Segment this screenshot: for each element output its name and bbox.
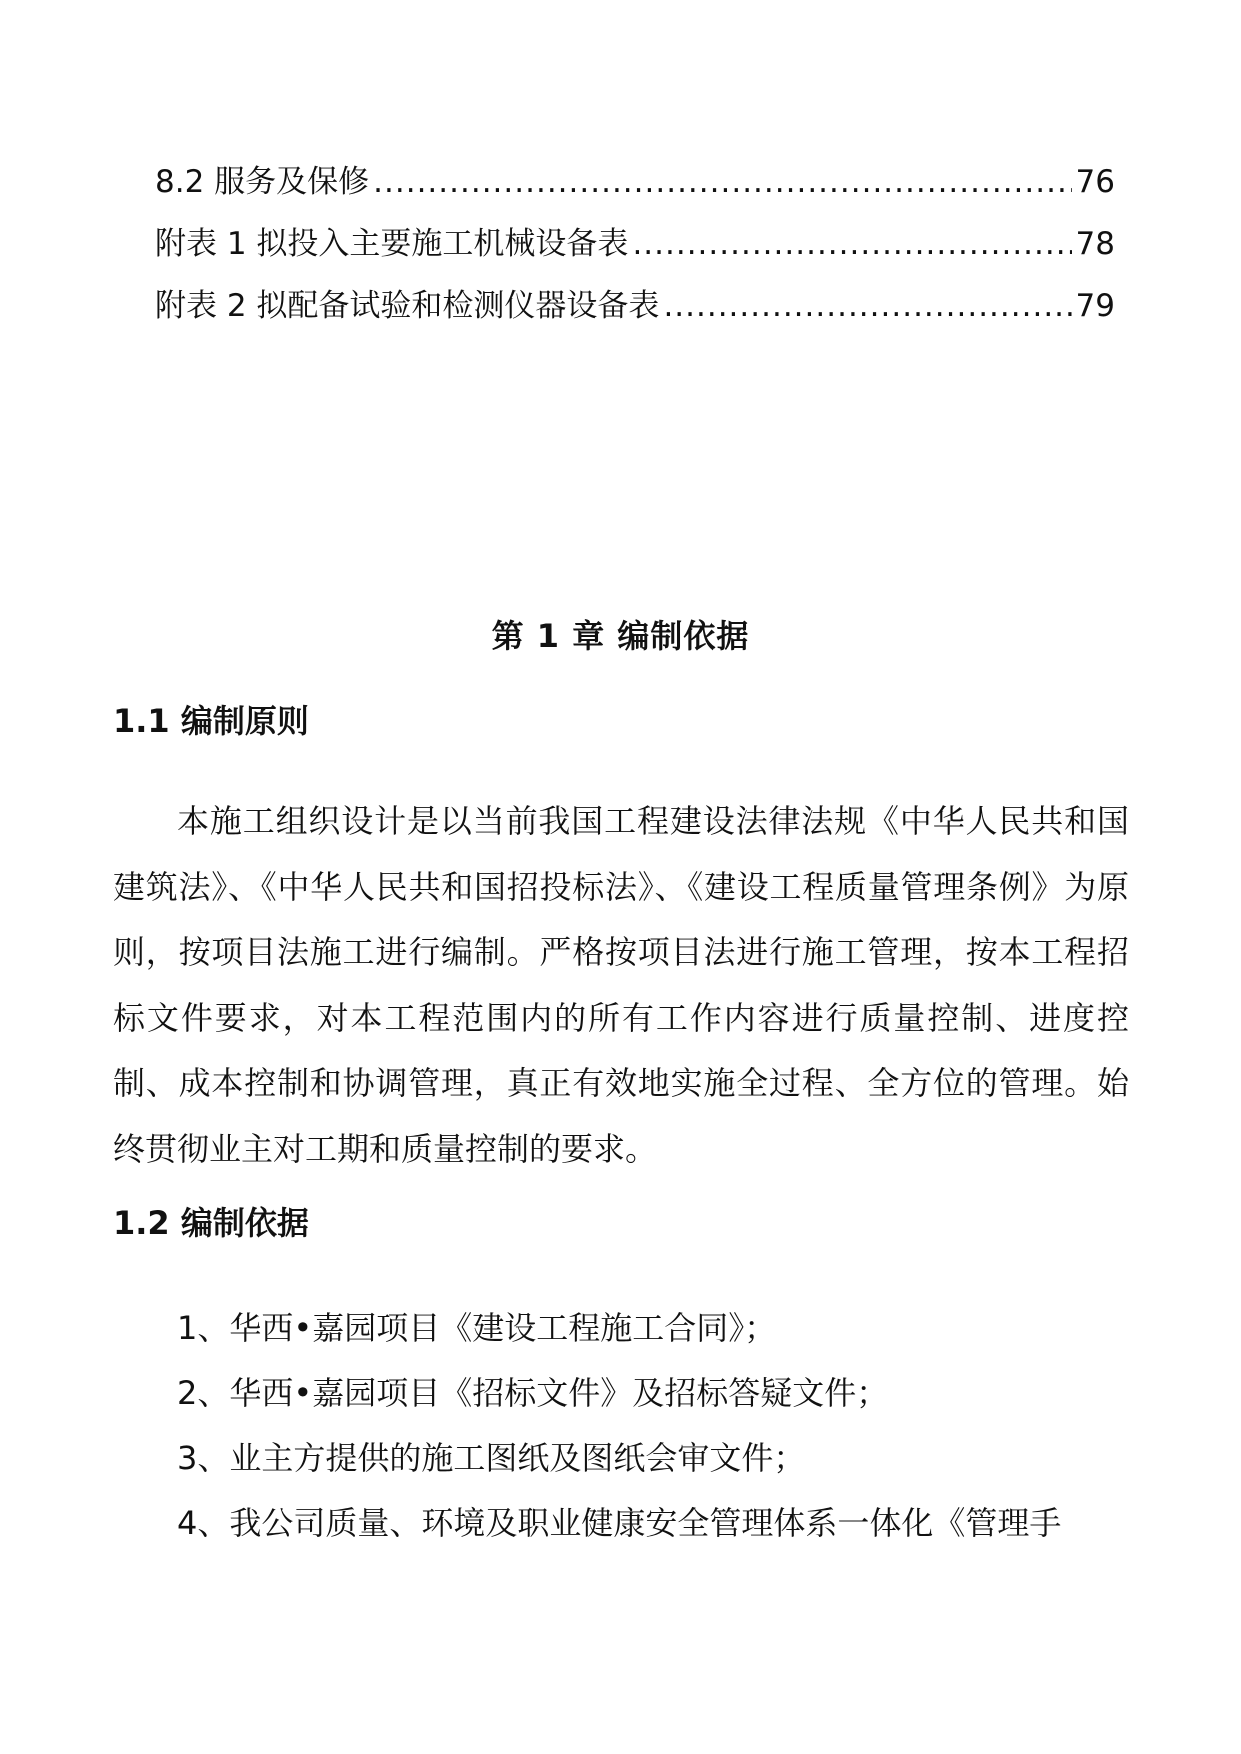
toc-entry[interactable] xyxy=(155,157,1115,219)
toc-entry-page: 78 xyxy=(1075,226,1115,262)
toc-dot-leader xyxy=(632,219,1071,269)
section-heading-1-1: 1.1 编制原则 xyxy=(113,702,309,740)
toc-entry-title: 附表 1 拟投入主要施工机械设备表 xyxy=(155,226,629,262)
toc-entry[interactable] xyxy=(155,281,1115,343)
toc-dot-leader xyxy=(663,281,1071,331)
list-item: 2、华西•嘉园项目《招标文件》及招标答疑文件； xyxy=(177,1374,889,1412)
section-1-1-paragraph: 本施工组织设计是以当前我国工程建设法律法规《中华人民共和国建筑法》、《中华人民共和国招投标法》、《建设工程质量管理条例》为原则，按项目法施工进行编制。严格按项目法进行施工管理，按本工程招标文件要求，对本工程范围内的所有工作内容进行质量控制、进度控制、成本控制和协调管理，真正有效地实施全过程、全方位的管理。始终贯彻业主对工期和质量控制的要求。 xyxy=(113,802,1129,1168)
toc-dot-leader xyxy=(373,157,1071,207)
basis-list xyxy=(177,1296,1137,1556)
table-of-contents xyxy=(155,157,1115,343)
list-item: 4、我公司质量、环境及职业健康安全管理体系一体化《管理手 xyxy=(177,1504,1062,1542)
toc-entry-page: 79 xyxy=(1075,288,1115,324)
toc-entry[interactable] xyxy=(155,219,1115,281)
chapter-title: 第 1 章 编制依据 xyxy=(491,617,750,656)
section-heading-1-2: 1.2 编制依据 xyxy=(113,1204,309,1242)
list-item: 3、业主方提供的施工图纸及图纸会审文件； xyxy=(177,1439,806,1477)
toc-entry-title: 8.2 服务及保修 xyxy=(155,164,370,200)
toc-entry-page: 76 xyxy=(1075,164,1115,200)
toc-entry-title: 附表 2 拟配备试验和检测仪器设备表 xyxy=(155,288,660,324)
list-item: 1、华西•嘉园项目《建设工程施工合同》； xyxy=(177,1309,777,1347)
